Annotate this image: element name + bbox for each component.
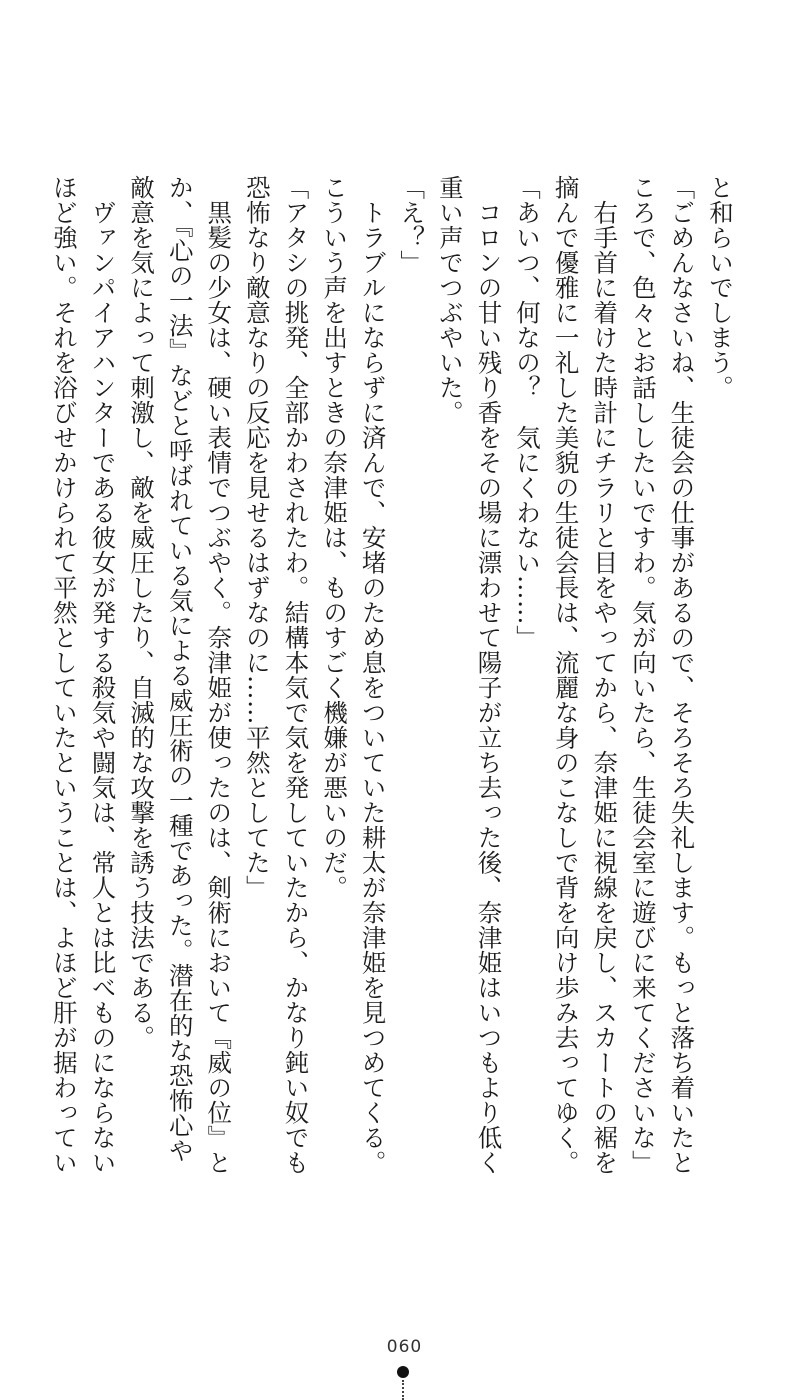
text-line: ほど強い。それを浴びせかけられて平然としていたということは、よほど肝が据わってい <box>49 175 79 1175</box>
vertical-text-block <box>44 175 739 1175</box>
text-line: 「え？」 <box>397 175 427 275</box>
text-line: 黒髪の少女は、硬い表情でつぶやく。奈津姫が使ったのは、剣術において『威の位』と <box>204 175 234 1175</box>
text-line: コロンの甘い残り香をその場に漂わせて陽子が立ち去った後、奈津姫はいつもより低く <box>474 175 504 1175</box>
text-line: ころで、色々とお話ししたいですわ。気が向いたら、生徒会室に遊びに来てくださいな」 <box>628 175 658 1175</box>
text-line: か、『心の一法』などと呼ばれている気による威圧術の一種であった。潜在的な恐怖心や <box>165 175 195 1163</box>
text-line: こういう声を出すときの奈津姫は、ものすごく機嫌が悪いのだ。 <box>320 175 350 900</box>
folio-dotted-rule <box>402 1380 404 1400</box>
text-line: と和らいでしまう。 <box>706 175 735 400</box>
text-line: 重い声でつぶやいた。 <box>435 175 465 425</box>
text-line: 摘んで優雅に一礼した美貌の生徒会長は、流麗な身のこなしで背を向け歩み去ってゆく。 <box>551 175 581 1175</box>
page-number: 060 <box>386 1337 423 1357</box>
text-line: 「アタシの挑発、全部かわされたわ。結構本気で気を発していたから、かなり鈍い奴でも <box>281 175 311 1175</box>
text-line: 恐怖なり敵意なりの反応を見せるはずなのに……平然としてた」 <box>242 175 272 900</box>
text-line: 右手首に着けた時計にチラリと目をやってから、奈津姫に視線を戻し、スカートの裾を <box>590 175 620 1175</box>
folio-dot-icon <box>397 1366 409 1378</box>
text-line: ヴァンパイアハンターである彼女が発する殺気や闘気は、常人とは比べものにならない <box>88 175 118 1175</box>
text-line: 「あいつ、何なの？ 気にくわない……」 <box>513 175 543 650</box>
text-line: 敵意を気によって刺激し、敵を威圧したり、自滅的な攻撃を誘う技法である。 <box>127 175 157 1050</box>
text-line: 「ごめんなさいね、生徒会の仕事があるので、そろそろ失礼します。もっと落ち着いたと <box>667 175 697 1175</box>
text-line: トラブルにならずに済んで、安堵のため息をついていた耕太が奈津姫を見つめてくる。 <box>358 175 388 1175</box>
